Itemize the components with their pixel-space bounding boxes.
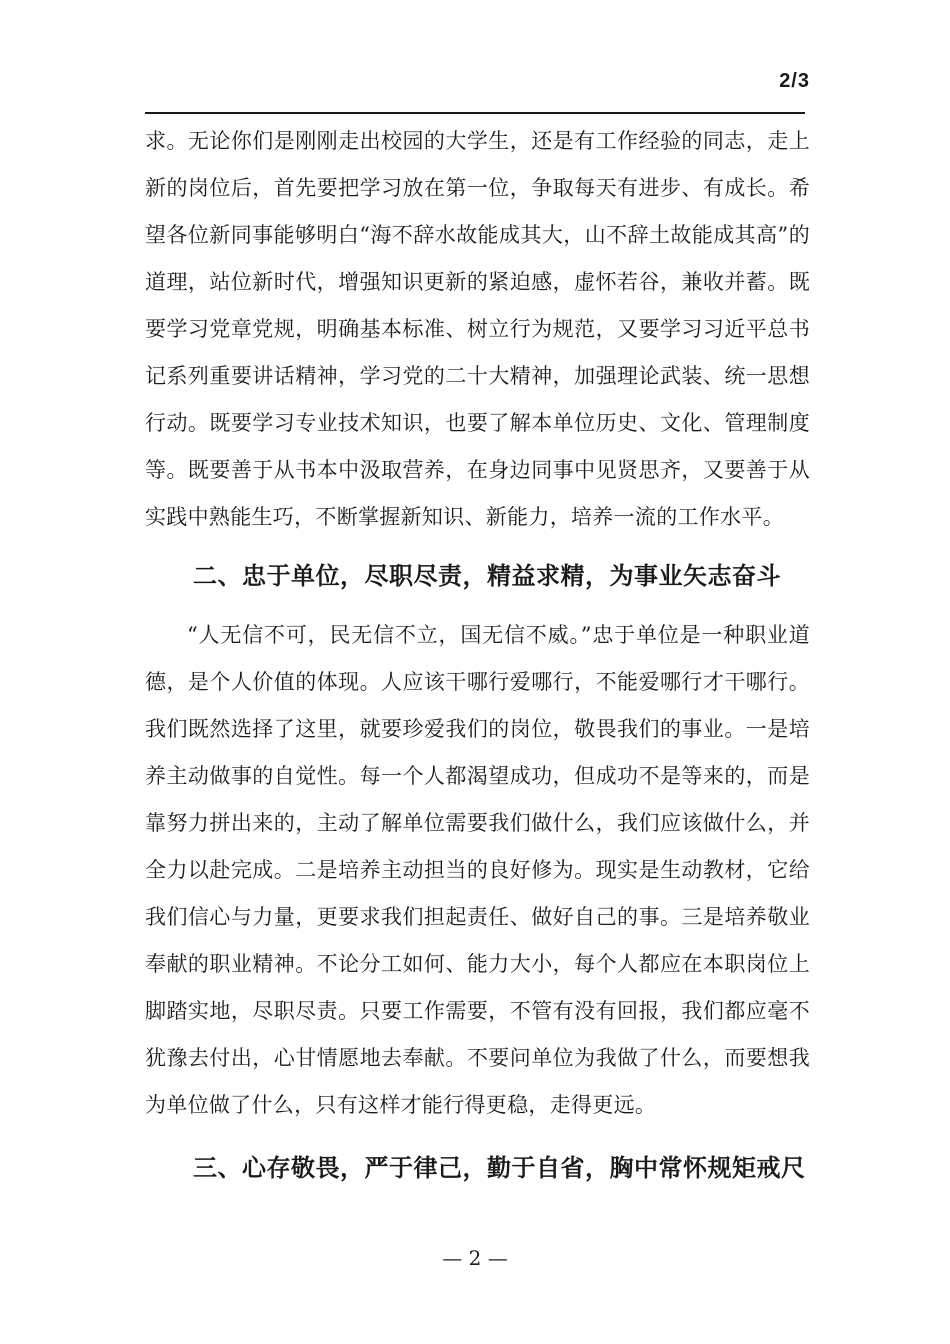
header-divider (145, 112, 805, 114)
body-paragraph: 求。无论你们是刚刚走出校园的大学生，还是有工作经验的同志，走上新的岗位后，首先要把学习放在第一位，争取每天有进步、有成长。希望各位新同事能够明白“海不辞水故能成其大，山不辞土故能成其高”的道理，站位新时代，增强知识更新的紧迫感，虚怀若谷，兼收并蓄。既要学习党章党规，明确基本标准、树立行为规范，又要学习习近平总书记系列重要讲话精神，学习党的二十大精神，加强理论武装、统一思想行动。既要学习专业技术知识，也要了解本单位历史、文化、管理制度等。既要善于从书本中汲取营养，在身边同事中见贤思齐，又要善于从实践中熟能生巧，不断掌握新知识、新能力，培养一流的工作水平。 (145, 129, 810, 529)
page-number-footer: — 2 — (442, 1246, 508, 1270)
section-heading: 二、忠于单位，尽职尽责，精益求精，为事业矢志奋斗 (193, 562, 781, 590)
body-paragraph: “人无信不可，民无信不立，国无信不威。”忠于单位是一种职业道德，是个人价值的体现。人应该干哪行爱哪行，不能爱哪行才干哪行。我们既然选择了这里，就要珍爱我们的岗位，敬畏我们的事业。一是培养主动做事的自觉性。每一个人都渴望成功，但成功不是等来的，而是靠努力拼出来的，主动了解单位需要我们做什么，我们应该做什么，并全力以赴完成。二是培养主动担当的良好修为。现实是生动教材，它给我们信心与力量，更要求我们担起责任、做好自己的事。三是培养敬业奉献的职业精神。不论分工如何、能力大小，每个人都应在本职岗位上脚踏实地，尽职尽责。只要工作需要，不管有没有回报，我们都应毫不犹豫去付出，心甘情愿地去奉献。不要问单位为我做了什么，而要想我为单位做了什么，只有这样才能行得更稳，走得更远。 (145, 623, 810, 1117)
document-body (145, 118, 810, 1192)
page-counter: 2/3 (779, 70, 810, 92)
section-heading: 三、心存敬畏，严于律己，勤于自省，胸中常怀规矩戒尺 (193, 1154, 806, 1182)
